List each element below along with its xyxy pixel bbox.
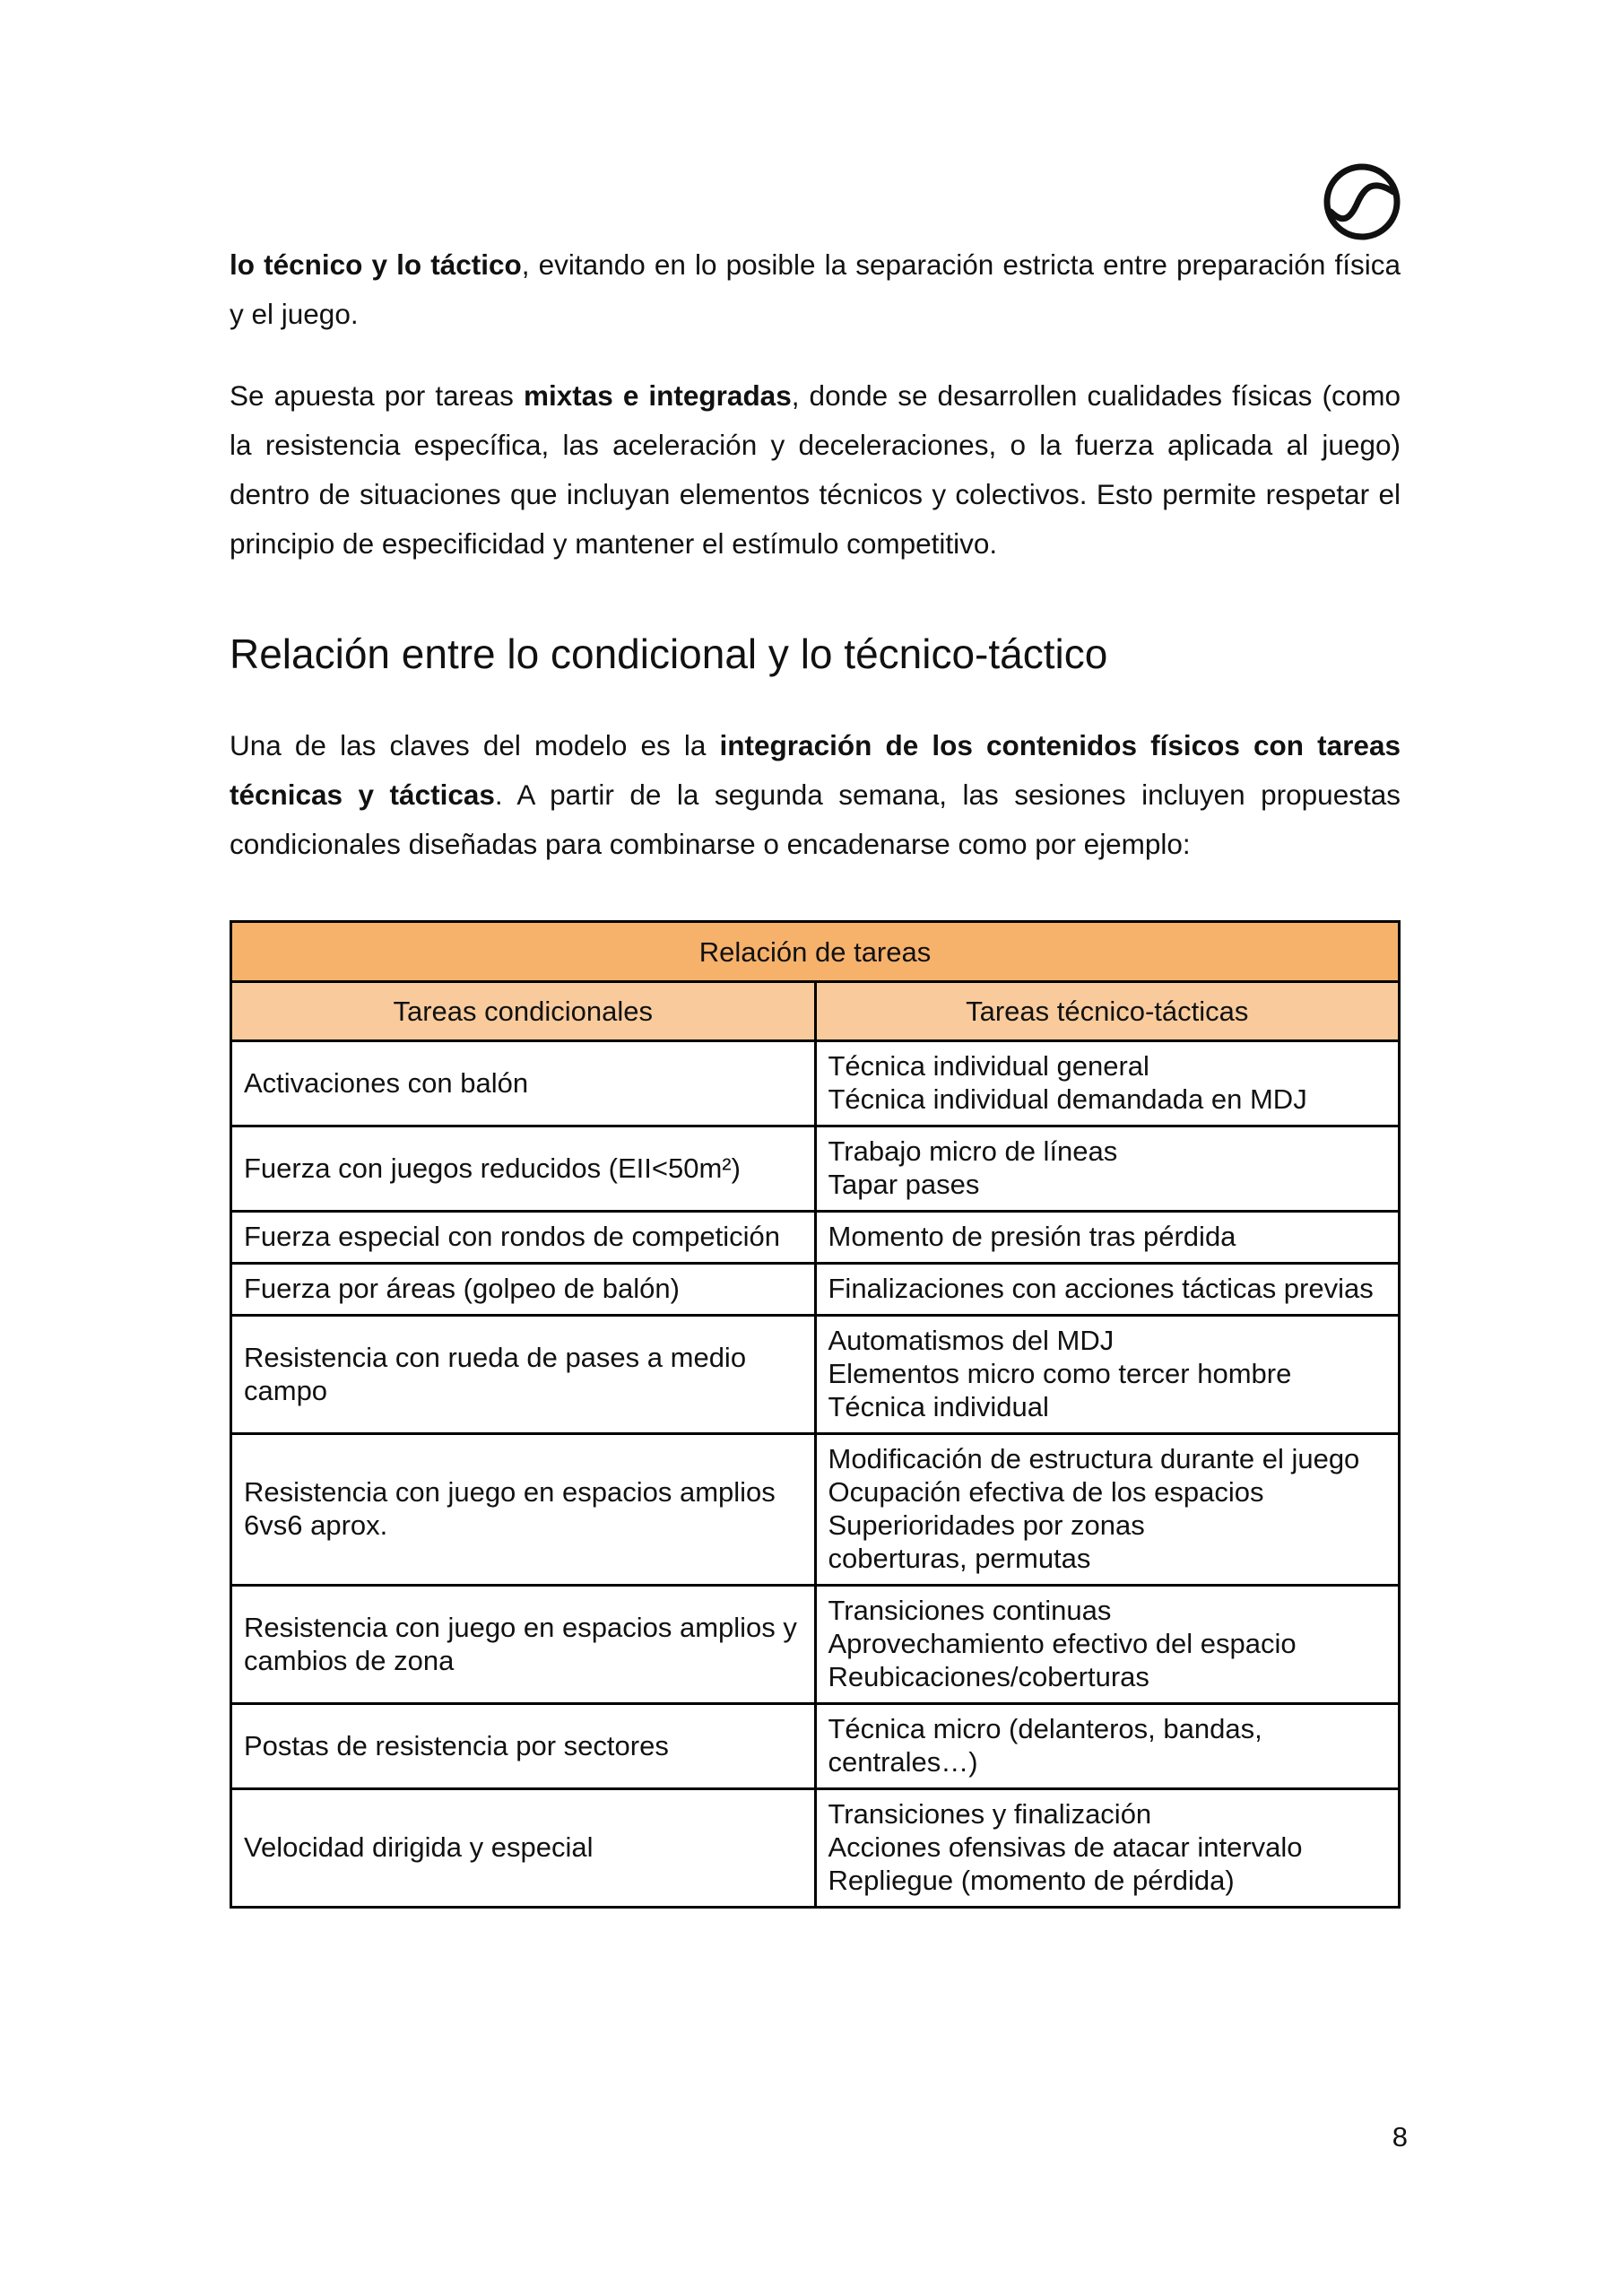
cell-conditional-task: Velocidad dirigida y especial <box>231 1789 816 1908</box>
cell-conditional-task: Postas de resistencia por sectores <box>231 1704 816 1789</box>
table-row <box>231 1704 1400 1789</box>
table-row <box>231 1126 1400 1212</box>
cell-conditional-task: Fuerza por áreas (golpeo de balón) <box>231 1264 816 1316</box>
task-line: Técnica individual <box>828 1391 1049 1422</box>
paragraph-text: , donde se desarrollen cualidades físicas (como la resistencia específica, las aceleración y deceleraciones, o la fuerza aplicada al juego) dentro de situaciones que incluyan elementos técnicos y colectivos. Esto permite respetar el principio de especificidad y mantener el estímulo competitivo. <box>230 379 1401 560</box>
paragraph-mixed-tasks <box>230 371 1401 569</box>
task-line: Repliegue (momento de pérdida) <box>828 1865 1235 1896</box>
table-row <box>231 1041 1400 1126</box>
task-line: Reubicaciones/coberturas <box>828 1661 1149 1692</box>
task-line: Trabajo micro de líneas <box>828 1135 1118 1167</box>
cell-conditional-task: Resistencia con juego en espacios amplios 6vs6 aprox. <box>231 1434 816 1586</box>
task-line: Técnica individual general <box>828 1050 1149 1082</box>
task-line: Transiciones continuas <box>828 1595 1112 1626</box>
cell-conditional-task: Resistencia con rueda de pases a medio campo <box>231 1316 816 1434</box>
section-heading: Relación entre lo condicional y lo técnico-táctico <box>230 631 1108 677</box>
document-body <box>230 240 1401 1909</box>
table-row <box>231 1212 1400 1264</box>
bold-phrase: mixtas e integradas <box>523 379 792 412</box>
tasks-table <box>230 920 1401 1909</box>
page-number: 8 <box>1392 2121 1408 2152</box>
cell-conditional-task: Activaciones con balón <box>231 1041 816 1126</box>
task-line: Técnica individual demandada en MDJ <box>828 1083 1307 1115</box>
cell-technical-tactical-tasks <box>815 1586 1400 1704</box>
task-line: Automatismos del MDJ <box>828 1325 1115 1356</box>
cell-technical-tactical-tasks <box>815 1789 1400 1908</box>
bold-phrase: integración de los contenidos físicos con tareas técnicas y tácticas <box>230 729 1401 811</box>
cell-technical-tactical-tasks <box>815 1041 1400 1126</box>
task-line: coberturas, permutas <box>828 1543 1091 1574</box>
cell-conditional-task: Fuerza especial con rondos de competición <box>231 1212 816 1264</box>
task-line: Modificación de estructura durante el juego <box>828 1443 1360 1474</box>
task-line: Tapar pases <box>828 1169 980 1200</box>
table-title: Relación de tareas <box>231 922 1400 982</box>
task-line: Ocupación efectiva de los espacios <box>828 1476 1264 1508</box>
column-header-conditional: Tareas condicionales <box>231 982 816 1041</box>
paragraph-text: Una de las claves del modelo es la <box>230 729 720 761</box>
paragraph-text: , evitando en lo posible la separación estricta entre preparación física y el juego. <box>230 248 1401 330</box>
table-row <box>231 1316 1400 1434</box>
task-line: Elementos micro como tercer hombre <box>828 1358 1292 1389</box>
bold-lead: lo técnico y lo táctico <box>230 248 522 281</box>
task-line: Finalizaciones con acciones tácticas previas <box>828 1273 1374 1304</box>
cell-technical-tactical-tasks <box>815 1316 1400 1434</box>
table-row <box>231 1789 1400 1908</box>
task-line: Aprovechamiento efectivo del espacio <box>828 1628 1297 1659</box>
task-line: Técnica micro (delanteros, bandas, centrales…) <box>828 1713 1262 1778</box>
cell-technical-tactical-tasks <box>815 1126 1400 1212</box>
circle-wave-logo-icon <box>1322 161 1402 242</box>
cell-conditional-task: Resistencia con juego en espacios amplios y cambios de zona <box>231 1586 816 1704</box>
column-header-technical-tactical: Tareas técnico-tácticas <box>815 982 1400 1041</box>
cell-technical-tactical-tasks <box>815 1264 1400 1316</box>
cell-conditional-task: Fuerza con juegos reducidos (EII<50m²) <box>231 1126 816 1212</box>
cell-technical-tactical-tasks <box>815 1212 1400 1264</box>
paragraph-text: Se apuesta por tareas <box>230 379 524 412</box>
table-body <box>231 1041 1400 1908</box>
task-line: Acciones ofensivas de atacar intervalo <box>828 1831 1303 1863</box>
table-row <box>231 1586 1400 1704</box>
section-intro <box>230 721 1401 869</box>
table-row <box>231 1264 1400 1316</box>
paragraph-continuation <box>230 240 1401 339</box>
task-line: Transiciones y finalización <box>828 1798 1152 1830</box>
cell-technical-tactical-tasks <box>815 1704 1400 1789</box>
task-line: Superioridades por zonas <box>828 1509 1145 1541</box>
paragraph-text: . A partir de la segunda semana, las sesiones incluyen propuestas condicionales diseñadas para combinarse o encadenarse como por ejemplo: <box>230 778 1401 860</box>
cell-technical-tactical-tasks <box>815 1434 1400 1586</box>
task-line: Momento de presión tras pérdida <box>828 1221 1236 1252</box>
table-row <box>231 1434 1400 1586</box>
